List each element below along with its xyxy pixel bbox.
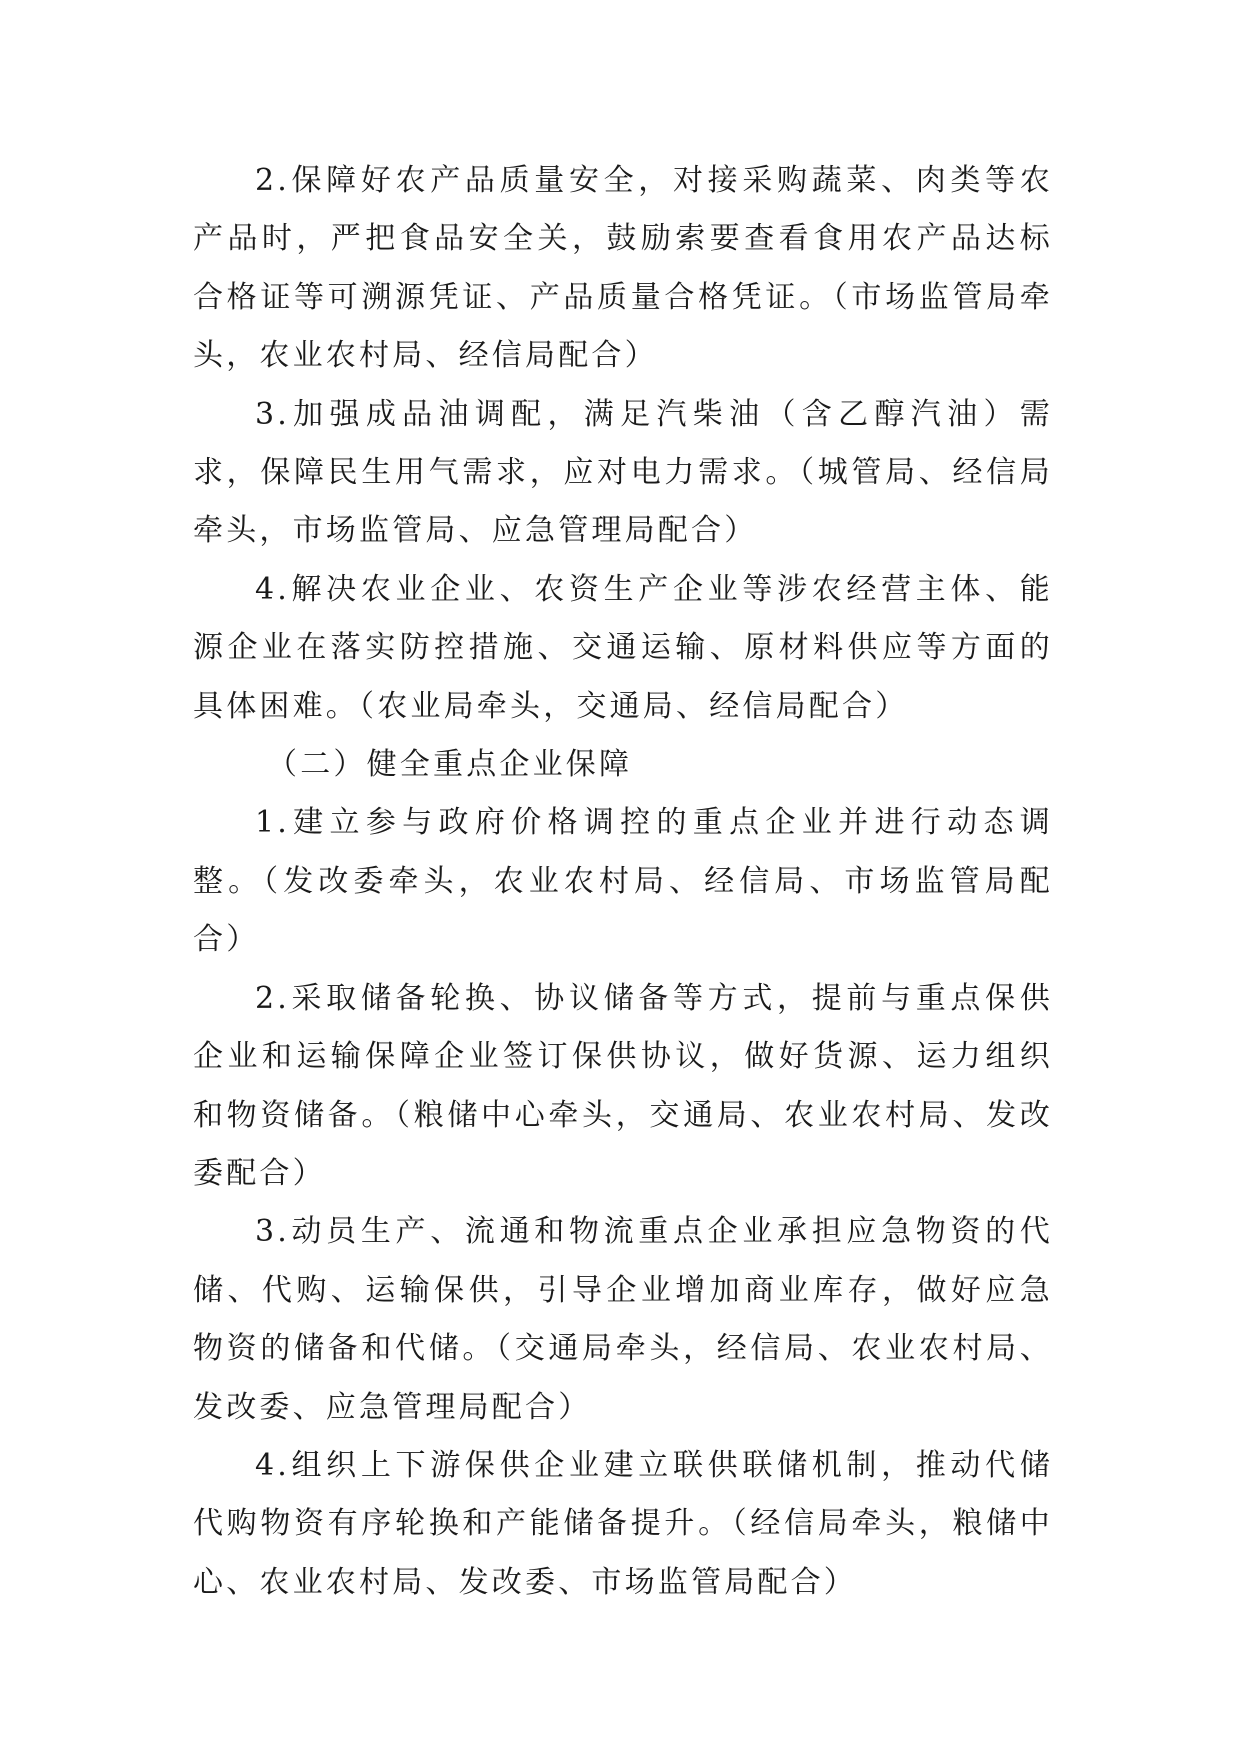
paragraph-item-agri-difficulties: 4.解决农业企业、农资生产企业等涉农经营主体、能源企业在落实防控措施、交通运输、原材料供应等方面的具体困难。（农业局牵头，交通局、经信局配合） bbox=[193, 571, 1053, 724]
paragraph-item-quality-safety: 2.保障好农产品质量安全，对接采购蔬菜、肉类等农产品时，严把食品安全关，鼓励索要查看食用农产品达标合格证等可溯源凭证、产品质量合格凭证。（市场监管局牵头，农业农村局、经信局配合） bbox=[193, 163, 1053, 374]
paragraph-item-joint-supply: 4.组织上下游保供企业建立联供联储机制，推动代储代购物资有序轮换和产能储备提升。（经信局牵头，粮储中心、农业农村局、发改委、市场监管局配合） bbox=[193, 1447, 1053, 1600]
paragraph-item-emergency-storage: 3.动员生产、流通和物流重点企业承担应急物资的代储、代购、运输保供，引导企业增加商业库存，做好应急物资的储备和代储。（交通局牵头，经信局、农业农村局、发改委、应急管理局配合） bbox=[193, 1214, 1053, 1425]
paragraph-item-key-enterprises: 1.建立参与政府价格调控的重点企业并进行动态调整。（发改委牵头，农业农村局、经信局、市场监管局配合） bbox=[193, 805, 1053, 958]
paragraph-item-fuel-supply: 3.加强成品油调配，满足汽柴油（含乙醇汽油）需求，保障民生用气需求，应对电力需求。（城管局、经信局牵头，市场监管局、应急管理局配合） bbox=[193, 396, 1053, 549]
section-heading: （二）健全重点企业保障 bbox=[267, 747, 633, 783]
paragraph-item-reserve-rotation: 2.采取储备轮换、协议储备等方式，提前与重点保供企业和运输保障企业签订保供协议，做好货源、运力组织和物资储备。（粮储中心牵头，交通局、农业农村局、发改委配合） bbox=[193, 980, 1053, 1191]
document-body bbox=[193, 152, 1053, 1612]
